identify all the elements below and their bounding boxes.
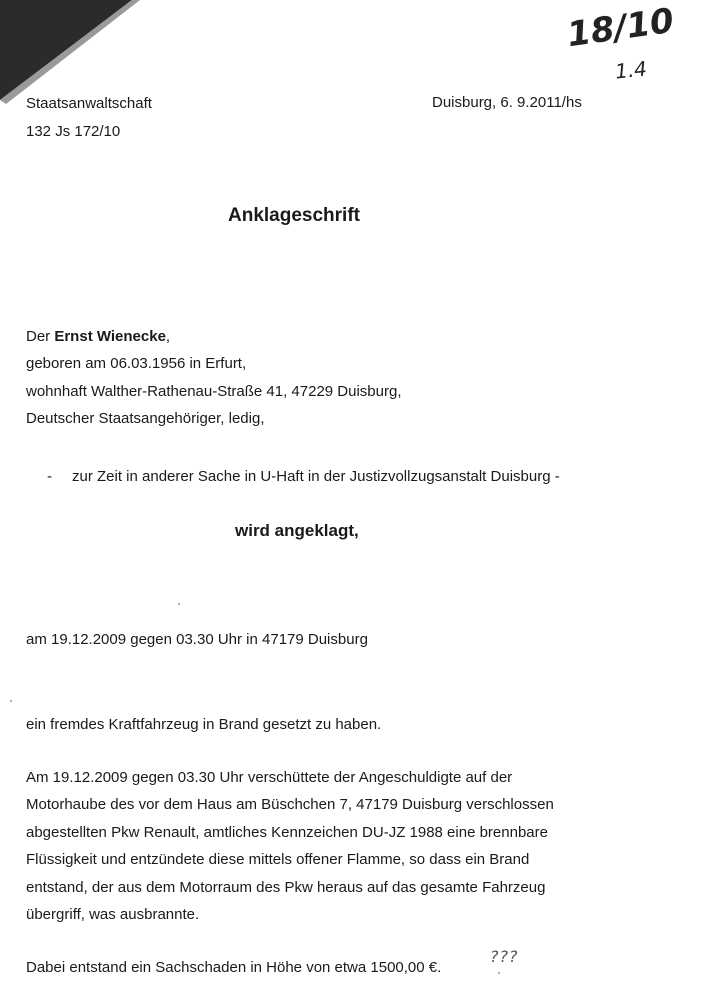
facts-paragraph: [26, 764, 626, 928]
place-date: Duisburg, 6. 9.2011/hs: [432, 94, 582, 111]
authority-name: Staatsanwaltschaft: [26, 95, 152, 112]
defendant-born: geboren am 06.03.1956 in Erfurt,: [26, 355, 247, 372]
custody-note: zur Zeit in anderer Sache in U-Haft in der Justizvollzugsanstalt Duisburg -: [72, 468, 560, 485]
scan-corner-shadow: [0, 0, 140, 110]
facts-line: entstand, der aus dem Motorraum des Pkw heraus auf das gesamte Fahrzeug: [26, 878, 546, 896]
offense-statement: ein fremdes Kraftfahrzeug in Brand gesetzt zu haben.: [26, 716, 382, 733]
defendant-line: [26, 328, 170, 345]
defendant-address: wohnhaft Walther-Rathenau-Straße 41, 47229 Duisburg,: [26, 383, 402, 400]
custody-dash: -: [47, 468, 52, 485]
damage-statement: Dabei entstand ein Sachschaden in Höhe von etwa 1500,00 €.: [26, 959, 442, 976]
document-title: Anklageschrift: [228, 205, 360, 226]
handwritten-file-number: 18/10: [564, 0, 677, 56]
scan-speck: [10, 700, 12, 702]
time-place: am 19.12.2009 gegen 03.30 Uhr in 47179 Duisburg: [26, 631, 368, 648]
facts-line: übergriff, was ausbrannte.: [26, 906, 200, 924]
defendant-nationality: Deutscher Staatsangehöriger, ledig,: [26, 410, 265, 427]
handwritten-sub-number: 1.4: [613, 56, 648, 84]
facts-line: Motorhaube des vor dem Haus am Büschchen 7, 47179 Duisburg verschlossen: [26, 796, 554, 814]
scan-speck: [178, 603, 180, 605]
defendant-prefix: Der: [26, 328, 55, 345]
defendant-name: Ernst Wienecke: [54, 328, 166, 345]
facts-line: abgestellten Pkw Renault, amtliches Kennzeichen DU-JZ 1988 eine brennbare: [26, 823, 548, 841]
charge-heading: wird angeklagt,: [235, 521, 359, 540]
handwritten-margin-note: ???: [490, 947, 519, 966]
facts-line: Am 19.12.2009 gegen 03.30 Uhr verschüttete der Angeschuldigte auf der: [26, 769, 513, 786]
scan-speck: [498, 972, 500, 974]
facts-line: Flüssigkeit und entzündete diese mittels offener Flamme, so dass ein Brand: [26, 851, 530, 869]
defendant-suffix: ,: [165, 328, 171, 345]
case-number: 132 Js 172/10: [26, 123, 121, 140]
